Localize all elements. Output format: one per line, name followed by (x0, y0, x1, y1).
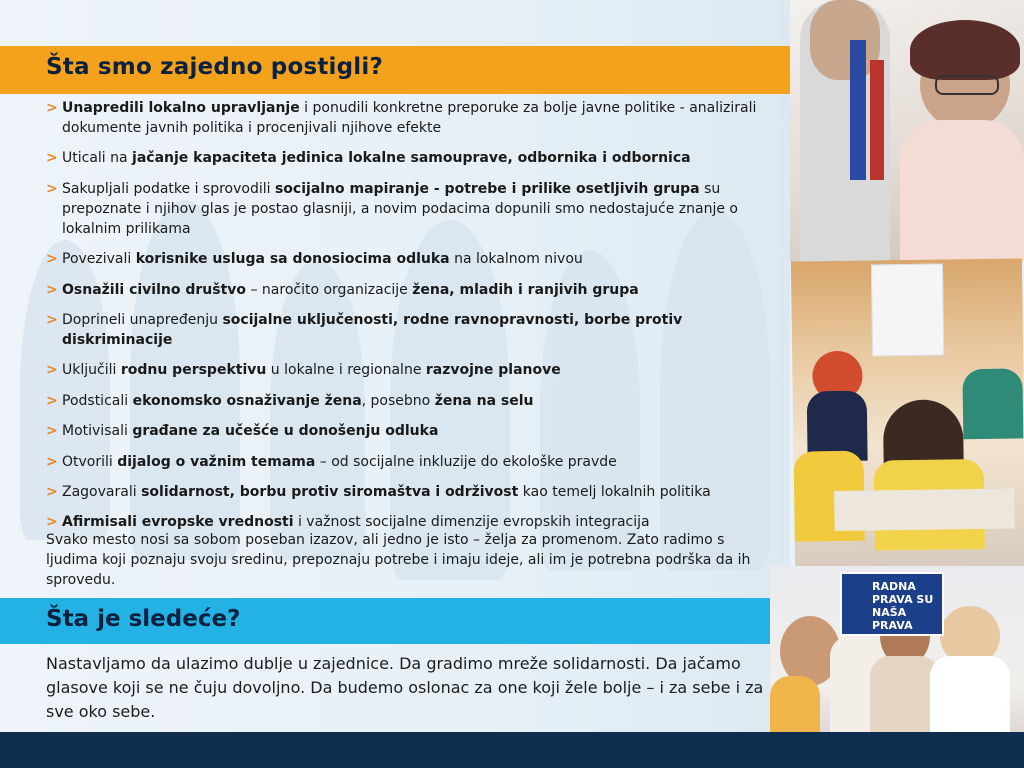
achievement-text: – naročito organizacije (246, 281, 413, 298)
photo-meeting-speakers (790, 0, 1024, 262)
achievement-text: Motivisali (62, 423, 133, 440)
bullet-arrow-icon: > (46, 180, 58, 197)
rights-banner-sign (840, 572, 944, 636)
achievement-text: i ponudili konkretne preporuke za bolje javne politike - analizirali dokumente javnih politika i procenjivali njihove efekte (62, 100, 757, 136)
achievement-item (46, 452, 776, 472)
photo-workshop-table (791, 258, 1024, 569)
bullet-arrow-icon: > (46, 281, 58, 298)
achievement-text: Doprineli unapređenju (62, 311, 223, 328)
achievement-item (46, 310, 776, 350)
achievement-highlight: korisnike usluga sa donosiocima odluka (135, 251, 450, 268)
achievement-text: Uključili (62, 362, 121, 379)
achievement-item (46, 98, 776, 138)
achievement-text: su prepoznate i njihov glas je postao glasniji, a novim podacima dopunili smo nedostajuće znanje o lokalnim prilikama (62, 180, 738, 237)
achievement-item (46, 360, 776, 380)
achievement-highlight: Osnažili civilno društvo (62, 281, 247, 298)
closing-paragraph: Svako mesto nosi sa sobom poseban izazov, ali jedno je isto – želja za promenom. Zato radimo s ljudima koji poznaju svoju sredinu, prepoznaju potrebe i imaju ideje, ali im je potrebna podrška da ih sprovedu. (46, 532, 751, 588)
achievement-highlight: socijalne uključenosti, rodne ravnopravnosti, borbe protiv diskriminacije (62, 311, 683, 348)
bullet-arrow-icon: > (46, 514, 58, 531)
achievement-highlight: jačanje kapaciteta jedinica lokalne samouprave, odbornika i odbornica (132, 150, 691, 167)
achievements-title: Šta smo zajedno postigli? (46, 54, 383, 80)
achievement-text: – od socijalne inkluzije do ekološke pravde (315, 453, 617, 470)
achievement-highlight: dijalog o važnim temama (117, 453, 316, 470)
achievement-text: Sakupljali podatke i sprovodili (62, 180, 275, 197)
achievement-highlight: razvojne planove (425, 362, 561, 379)
achievement-item (46, 421, 776, 441)
bullet-arrow-icon: > (46, 483, 58, 500)
achievement-highlight: solidarnost, borbu protiv siromaštva i održivost (141, 483, 519, 500)
bullet-arrow-icon: > (46, 311, 58, 328)
achievements-banner (0, 46, 790, 94)
rights-banner-text: RADNA PRAVA SU NAŠA PRAVA (872, 580, 934, 632)
achievement-item (46, 179, 776, 239)
achievement-text: Uticali na (62, 150, 133, 167)
achievement-text: u lokalne i regionalne (266, 362, 426, 379)
achievement-text: i važnost socijalne dimenzije evropskih integracija (293, 514, 650, 531)
achievement-highlight: žena na selu (434, 392, 534, 409)
achievement-highlight: građane za učešće u donošenju odluka (132, 423, 439, 440)
achievement-text: kao temelj lokalnih politika (518, 483, 711, 500)
next-banner (0, 598, 790, 644)
achievement-highlight: Unapredili lokalno upravljanje (62, 100, 300, 116)
achievement-highlight: ekonomsko osnaživanje žena (132, 392, 362, 409)
bullet-arrow-icon: > (46, 362, 58, 379)
bullet-arrow-icon: > (46, 392, 58, 409)
achievements-list (46, 98, 776, 543)
achievement-item (46, 249, 776, 269)
achievement-text: Podsticali (62, 392, 133, 409)
footer-bar (0, 732, 1024, 768)
achievement-item (46, 148, 776, 168)
bullet-arrow-icon: > (46, 251, 58, 268)
achievement-text: Otvorili (62, 453, 118, 470)
achievement-highlight: rodnu perspektivu (120, 362, 267, 379)
achievement-highlight: žena, mladih i ranjivih grupa (412, 281, 639, 298)
achievement-text: , posebno (361, 392, 435, 409)
bullet-arrow-icon: > (46, 453, 58, 470)
achievement-item (46, 391, 776, 411)
achievement-item (46, 280, 776, 300)
next-title: Šta je sledeće? (46, 606, 241, 632)
achievement-text: Zagovarali (62, 483, 142, 500)
achievement-highlight: Afirmisali evropske vrednosti (62, 514, 294, 531)
achievement-highlight: socijalno mapiranje - potrebe i prilike osetljivih grupa (274, 180, 700, 197)
bullet-arrow-icon: > (46, 423, 58, 440)
achievement-text: Povezivali (62, 251, 136, 268)
bullet-arrow-icon: > (46, 150, 58, 167)
achievement-text: na lokalnom nivou (449, 251, 583, 268)
next-paragraph: Nastavljamo da ulazimo dublje u zajednice. Da gradimo mreže solidarnosti. Da jačamo glasove koji se ne čuju dovoljno. Da budemo oslonac za one koji žele bolje – i za sebe i za sve oko sebe. (46, 654, 764, 721)
achievement-item (46, 482, 776, 502)
bullet-arrow-icon: > (46, 100, 58, 116)
